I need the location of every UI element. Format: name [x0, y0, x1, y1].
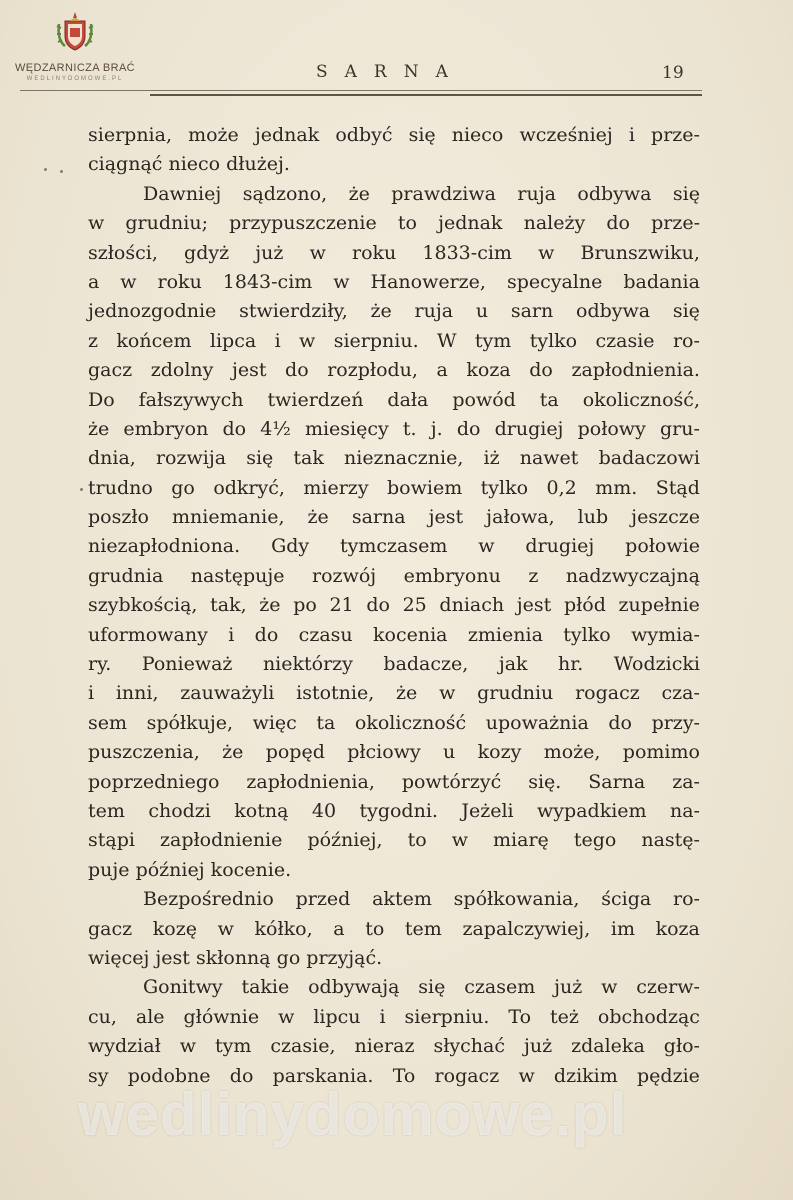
text-line: cu, ale głównie w lipcu i sierpniu. To też obchodząc	[88, 1005, 700, 1028]
header-rule-thick	[150, 94, 702, 96]
text-line: jednozgodnie stwierdziły, że ruja u sarn odbywa się	[88, 300, 700, 323]
text-line: gacz zdolny jest do rozpłodu, a koza do zapłodnienia.	[88, 359, 700, 382]
text-line: puje później kocenie.	[88, 858, 292, 881]
text-line: niezapłodniona. Gdy tymczasem w drugiej połowie	[88, 535, 700, 558]
body-text	[88, 121, 700, 1091]
logo-url: WEDLINYDOMOWE.PL	[26, 76, 124, 82]
text-line: szybkością, tak, że po 21 do 25 dniach jest płód zupełnie	[88, 594, 700, 617]
text-line: Dawniej sądzono, że prawdziwa ruja odbywa się	[143, 182, 700, 205]
watermark: wedlinydomowe.pl	[78, 1081, 628, 1148]
margin-speck	[80, 488, 83, 491]
page-number: 19	[662, 63, 684, 83]
text-line: stąpi zapłodnienie później, to w miarę tego nastę-	[88, 829, 700, 852]
text-line: więcej jest skłonną go przyjąć.	[88, 946, 383, 969]
text-line: uformowany i do czasu kocenia zmienia tylko wymia-	[88, 623, 700, 646]
text-line: ry. Ponieważ niektórzy badacze, jak hr. Wodzicki	[88, 653, 700, 676]
text-line: i inni, zauważyli istotnie, że w grudniu rogacz cza-	[88, 682, 700, 705]
text-line: gacz kozę w kółko, a to tem zapalczywiej, im koza	[88, 917, 700, 940]
text-line: a w roku 1843-cim w Hanowerze, specyalne badania	[88, 270, 700, 293]
text-line: dnia, rozwija się tak nieznacznie, iż nawet badaczowi	[88, 447, 700, 470]
text-line: Gonitwy takie odbywają się czasem już w czerw-	[143, 976, 700, 999]
margin-speck	[44, 168, 47, 171]
text-line: że embryon do 4½ miesięcy t. j. do drugiej połowy gru-	[88, 417, 700, 440]
text-line: szłości, gdyż już w roku 1833-cim w Brunszwiku,	[88, 241, 700, 264]
text-line: ciągnąć nieco dłużej.	[88, 153, 290, 176]
text-line: poprzedniego zapłodnienia, powtórzyć się. Sarna za-	[88, 770, 700, 793]
text-line: grudnia następuje rozwój embryonu z nadzwyczajną	[88, 564, 700, 587]
text-line: sy podobne do parskania. To rogacz w dzikim pędzie	[88, 1064, 700, 1087]
text-line: puszczenia, że popęd płciowy u kozy może, pomimo	[88, 741, 700, 764]
text-line: trudno go odkryć, mierzy bowiem tylko 0,2 mm. Stąd	[88, 476, 700, 499]
text-line: Do fałszywych twierdzeń dała powód ta okoliczność,	[88, 388, 700, 411]
site-logo[interactable]	[10, 10, 140, 82]
text-line: Bezpośrednio przed aktem spółkowania, ściga ro-	[143, 888, 700, 911]
text-line: w grudniu; przypuszczenie to jednak należy do prze-	[88, 212, 700, 235]
running-title: SARNA	[316, 62, 465, 82]
coat-of-arms-icon	[53, 10, 97, 56]
text-line: sem spółkuje, więc ta okoliczność upoważnia do przy-	[88, 711, 700, 734]
header-rule	[20, 90, 702, 91]
text-line: wydział w tym czasie, nieraz słychać już zdaleka gło-	[88, 1035, 700, 1058]
text-line: sierpnia, może jednak odbyć się nieco wcześniej i prze-	[88, 124, 700, 146]
logo-name: WĘDZARNICZA BRAĆ	[14, 62, 136, 74]
text-line: tem chodzi kotną 40 tygodni. Jeżeli wypadkiem na-	[88, 799, 700, 822]
text-line: poszło mniemanie, że sarna jest jałowa, lub jeszcze	[88, 506, 700, 529]
text-line: z końcem lipca i w sierpniu. W tym tylko czasie ro-	[88, 329, 700, 352]
margin-speck	[60, 170, 63, 173]
